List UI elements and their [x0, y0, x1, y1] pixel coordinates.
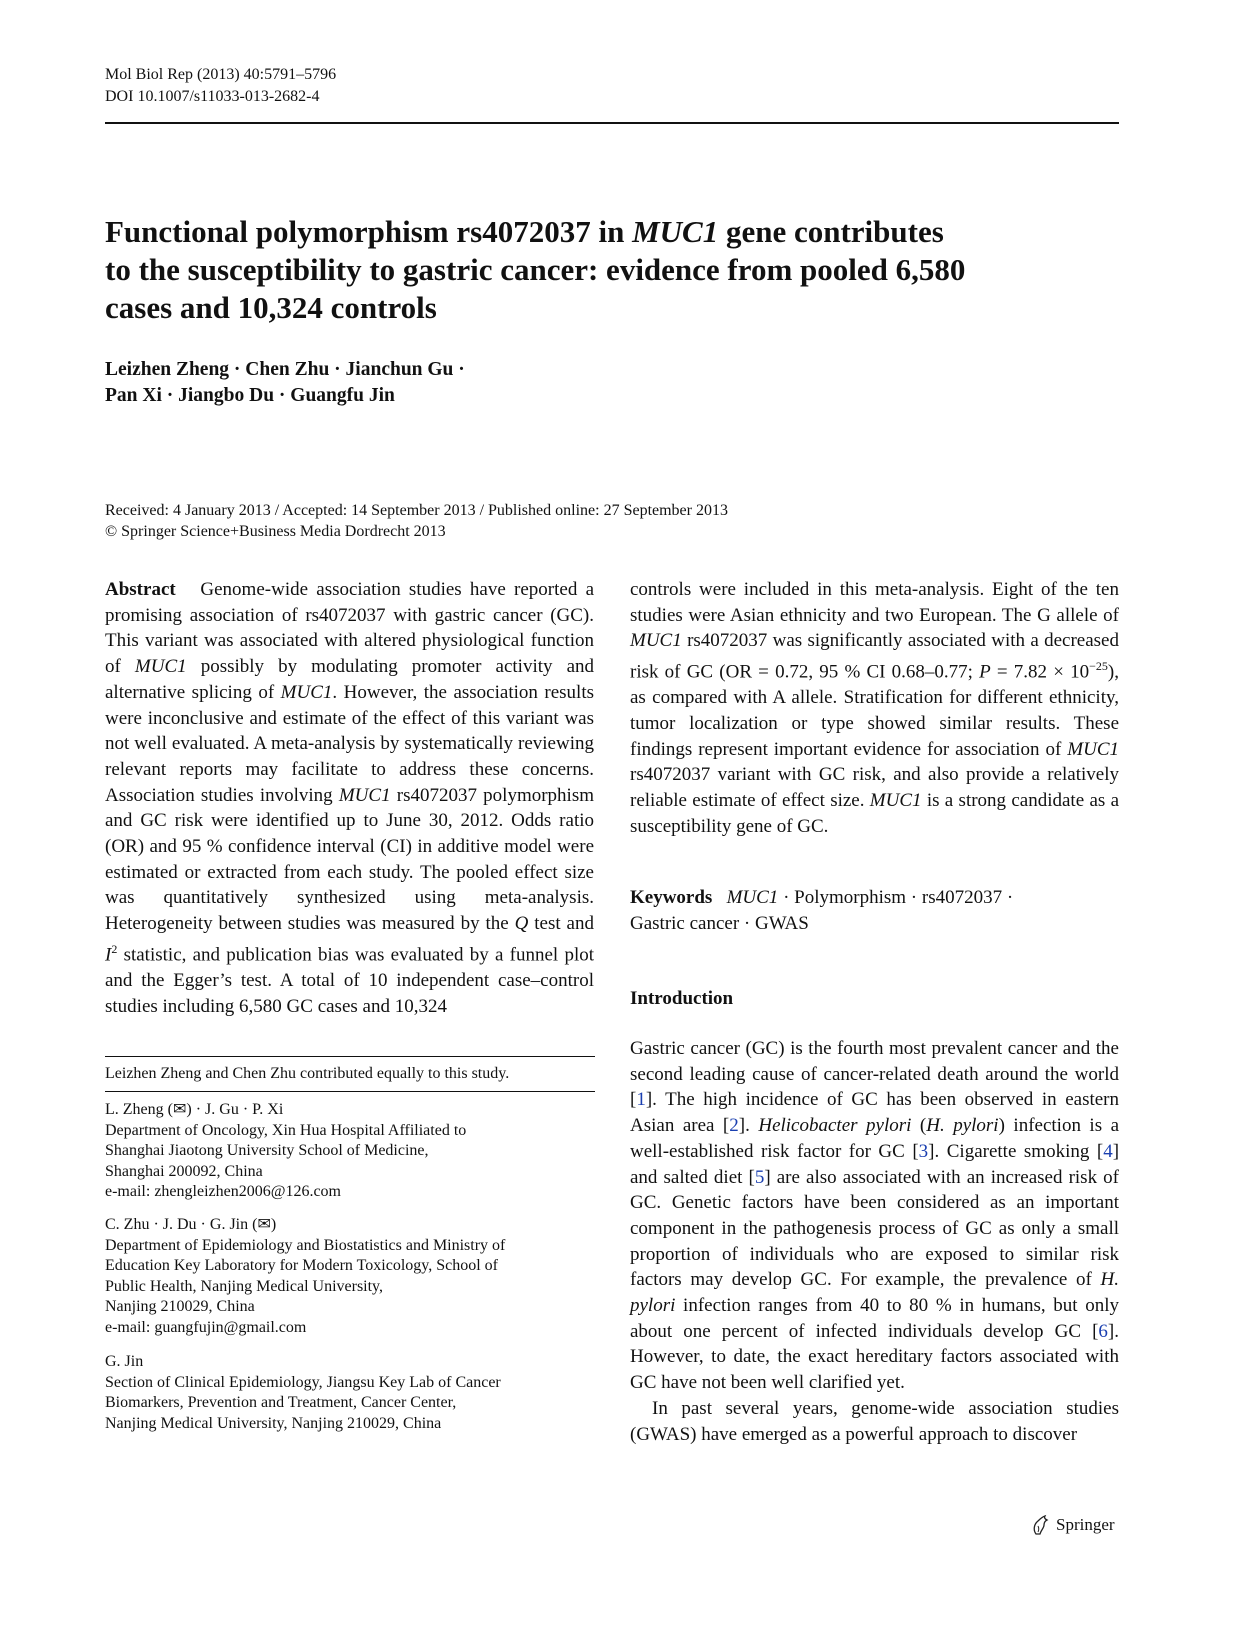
copyright: © Springer Science+Business Media Dordrecht 2013: [105, 523, 446, 540]
springer-footer: [1030, 1514, 1115, 1536]
citation-link[interactable]: 5: [754, 1166, 765, 1188]
envelope-icon[interactable]: ✉: [257, 1216, 271, 1233]
footnote-rule: [105, 1056, 595, 1057]
citation-link[interactable]: 1: [636, 1089, 646, 1111]
citation-link[interactable]: 6: [1098, 1320, 1108, 1342]
citation-link[interactable]: 2: [729, 1115, 739, 1137]
equal-contribution-note: Leizhen Zheng and Chen Zhu contributed equally to this study.: [105, 1065, 510, 1082]
envelope-icon[interactable]: ✉: [172, 1101, 187, 1118]
affiliation-3: G. Jin Section of Clinical Epidemiology, Jiangsu Key Lab of Cancer Biomarkers, Prevention and Treatment, Cancer Center, Nanjing Medical University, Nanjing 210029, China: [105, 1353, 501, 1432]
citation-link[interactable]: 3: [918, 1140, 929, 1162]
abstract-label: Abstract: [105, 579, 176, 600]
email-link[interactable]: e-mail: zhengleizhen2006@126.com: [105, 1183, 341, 1200]
doi: DOI 10.1007/s11033-013-2682-4: [105, 88, 320, 105]
affiliation-2: C. Zhu · J. Du · G. Jin (✉) Department of Epidemiology and Biostatistics and Ministry of Education Key Laboratory for Modern Toxicology, School of Public Health, Nanjing Medical University, Nanjing 210029, China e-mail: guangfujin@gmail.com: [105, 1215, 595, 1338]
introduction-heading: Introduction: [630, 988, 734, 1009]
citation-link[interactable]: 4: [1103, 1140, 1113, 1162]
footnote-rule: [105, 1091, 595, 1092]
publisher-name: Springer: [1056, 1515, 1115, 1534]
journal-header: [105, 64, 336, 108]
email-link[interactable]: e-mail: guangfujin@gmail.com: [105, 1318, 307, 1336]
introduction-body: Gastric cancer (GC) is the fourth most prevalent cancer and the second leading cause of cancer-related death around the world [1]. The high incidence of GC has been observed in eastern Asian area [2]. Helicobacter pylori (H. pylori) infection is a well-established risk factor for GC [3]. Cigarette smoking [4] and salted diet [5] are also associated with an increased risk of GC. Genetic factors have been considered as an important component in the pathogenesis process of GC as only a small proportion of individuals who are exposed to similar risk factors may develop GC. For example, the prevalence of H. pylori infection ranges from 40 to 80 % in humans, but only about one percent of infected individuals develop GC [6]. However, to date, the exact hereditary factors associated with GC have not been well clarified yet. In past several years, genome-wide association studies (GWAS) have emerged as a powerful approach to discover: [630, 1038, 1120, 1445]
keywords: Keywords MUC1 · Polymorphism · rs4072037 · Gastric cancer · GWAS: [630, 887, 1014, 934]
abstract-right: controls were included in this meta-analysis. Eight of the ten studies were Asian ethnicity and two European. The G allele of MUC1 rs4072037 was significantly associated with a decreased risk of GC (OR = 0.72, 95 % CI 0.68–0.77; $P = 7.82 \times 10^{-25}$), as compared with A allele. Stratification for different ethnicity, tumor localization or type showed similar results. These findings represent important evidence for association of MUC1 rs4072037 variant with GC risk, and also provide a relatively reliable estimate of effect size. MUC1 is a strong candidate as a susceptibility gene of GC.: [630, 579, 1120, 837]
journal-citation: Mol Biol Rep (2013) 40:5791–5796: [105, 66, 337, 83]
publication-dates: Received: 4 January 2013 / Accepted: 14 September 2013 / Published online: 27 September 2013 © Springer Science+Business Media Dordrecht 2013: [105, 500, 1105, 542]
abstract-left: Abstract Genome-wide association studies have reported a promising association of rs4072037 with gastric cancer (GC). This variant was associated with altered physiological function of MUC1 possibly by modulating promoter activity and alternative splicing of MUC1. However, the association results were inconclusive and estimate of the effect of this variant was not well evaluated. A meta-analysis by systematically reviewing relevant reports may facilitate to address these concerns. Association studies involving MUC1 rs4072037 polymorphism and GC risk were identified up to June 30, 2012. Odds ratio (OR) and 95 % confidence interval (CI) in additive model were estimated or extracted from each study. The pooled effect size was quantitatively synthesized using meta-analysis. Heterogeneity between studies was measured by the Q test and $I^2$ statistic, and publication bias was evaluated by a funnel plot and the Egger’s test. A total of 10 independent case–control studies including 6,580 GC cases and 10,324: [105, 579, 595, 1017]
springer-horse-icon: [1030, 1514, 1050, 1536]
article-title: Functional polymorphism rs4072037 in MUC1 gene contributes to the susceptibility to gastric cancer: evidence from pooled 6,580 cases and 10,324 controls: [105, 214, 966, 325]
header-rule: [105, 122, 1119, 124]
author-list: Leizhen Zheng · Chen Zhu · Jianchun Gu · Pan Xi · Jiangbo Du · Guangfu Jin: [105, 359, 465, 406]
affiliation-1: L. Zheng (✉) · J. Gu · P. Xi Department of Oncology, Xin Hua Hospital Affiliated to Shanghai Jiaotong University School of Medicine, Shanghai 200092, China e-mail: zhengleizhen2006@126.com: [105, 1100, 595, 1203]
